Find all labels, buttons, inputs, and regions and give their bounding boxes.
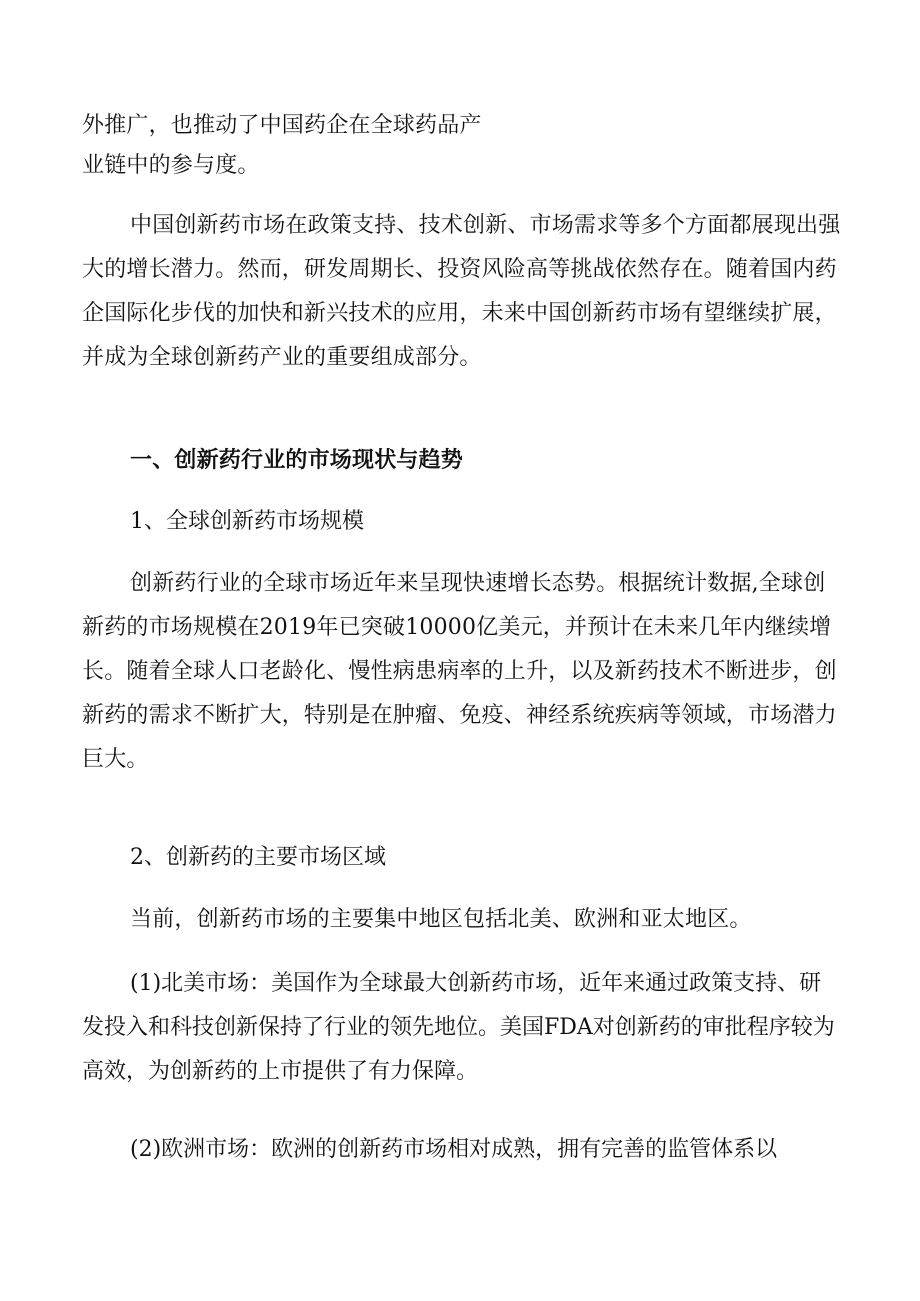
- subsection-title-global-market-size: 1、全球创新药市场规模: [130, 509, 364, 534]
- carryover-line-2: 业链中的参与度。: [82, 153, 260, 178]
- subsection-paragraph-global-market-size: 创新药行业的全球市场近年来呈现快速增长态势。根据统计数据,全球创新药的市场规模在2019年已突破10000亿美元，并预计在未来几年内继续增长。随着全球人口老龄化、慢性病患病率的上升，以及新药技术不断进步，创新药的需求不断扩大，特别是在肿瘤、免疫、神经系统疾病等领域，市场潜力巨大。: [82, 571, 837, 772]
- section-heading: 一、创新药行业的市场现状与趋势: [130, 447, 464, 473]
- market-item-europe: (2)欧洲市场：欧洲的创新药市场相对成熟，拥有完善的监管体系以: [130, 1137, 778, 1162]
- market-item-north-america: (1)北美市场：美国作为全球最大创新药市场，近年来通过政策支持、研发投入和科技创新保持了行业的领先地位。美国FDA对创新药的审批程序较为高效，为创新药的上市提供了有力保障。: [82, 971, 835, 1084]
- carryover-line-1: 外推广，也推动了中国药企在全球药品产: [82, 113, 482, 138]
- subsection-intro-main-market-regions: 当前，创新药市场的主要集中地区包括北美、欧洲和亚太地区。: [130, 907, 752, 932]
- summary-paragraph: 中国创新药市场在政策支持、技术创新、市场需求等多个方面都展现出强大的增长潜力。然而，研发周期长、投资风险高等挑战依然存在。随着国内药企国际化步伐的加快和新兴技术的应用，未来中国创新药市场有望继续扩展，并成为全球创新药产业的重要组成部分。: [82, 213, 841, 370]
- subsection-title-main-market-regions: 2、创新药的主要市场区域: [130, 845, 386, 870]
